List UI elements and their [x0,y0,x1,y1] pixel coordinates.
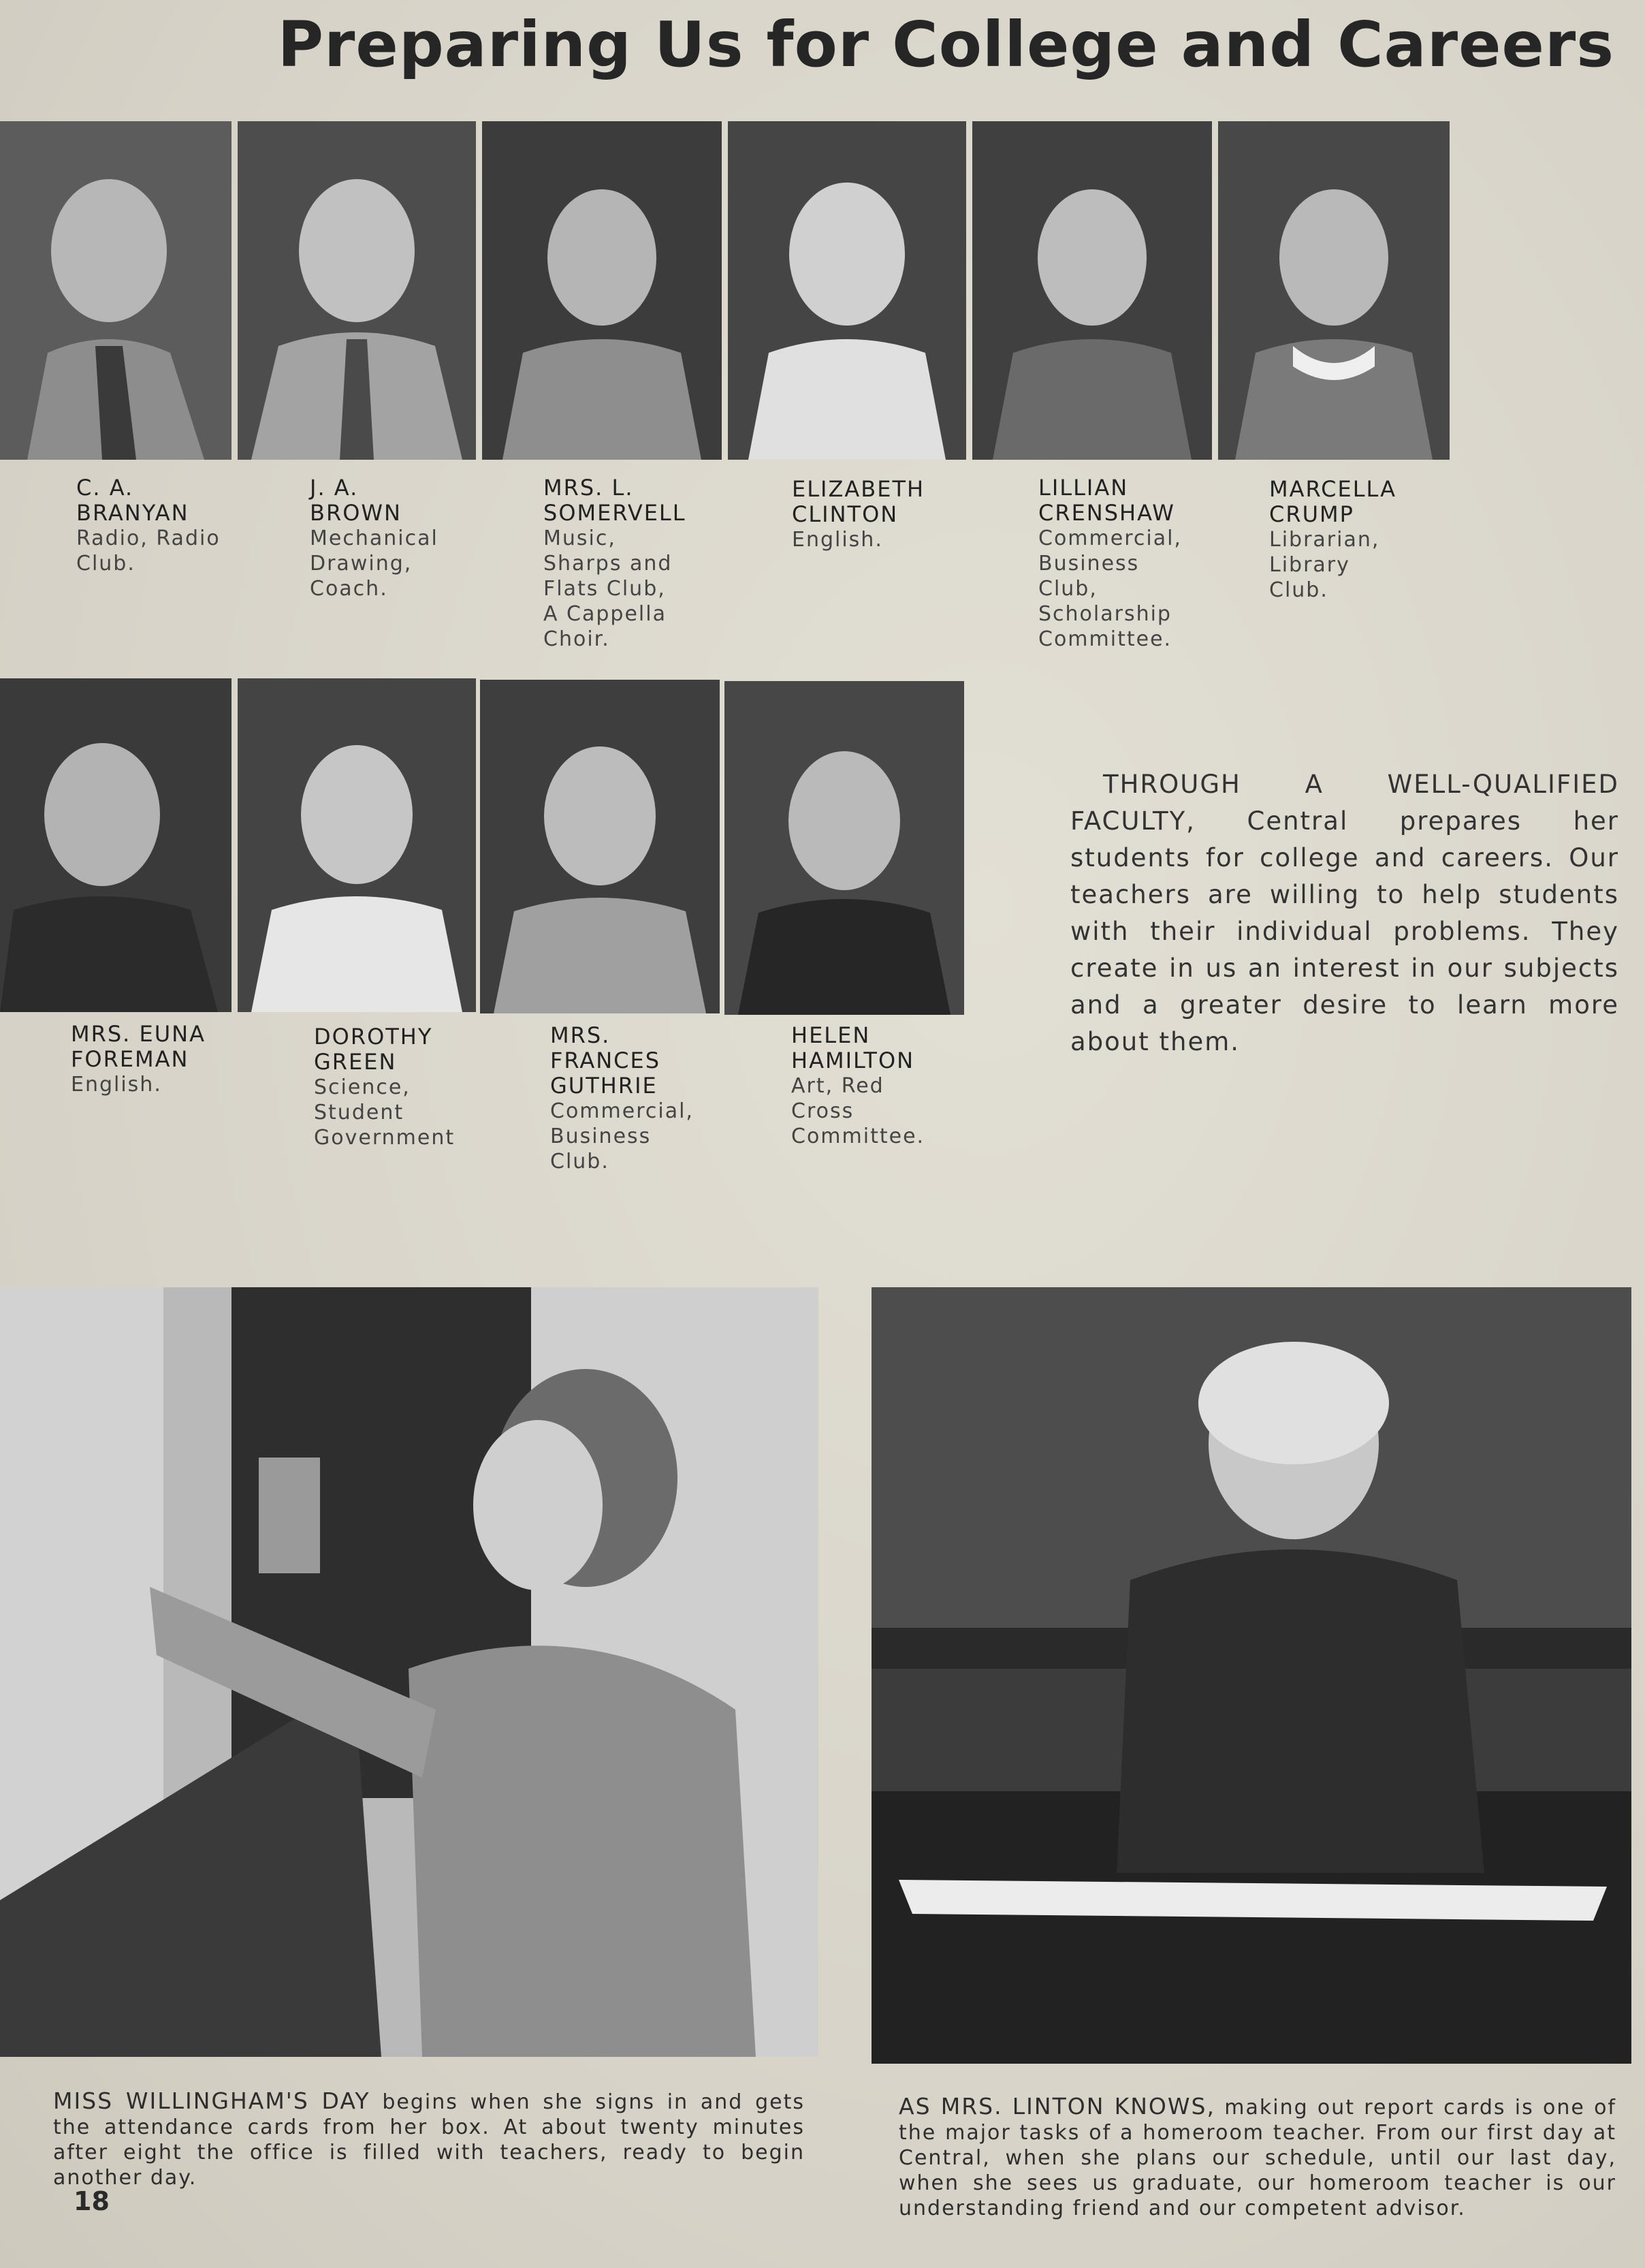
faculty-name: DOROTHY GREEN [314,1024,433,1075]
caption-crenshaw [1038,475,1263,652]
faculty-role: Radio, Radio Club. [76,526,221,576]
caption-crump [1269,477,1494,603]
page-number: 18 [74,2186,110,2216]
caption-guthrie [550,1023,775,1174]
faculty-name: HELEN HAMILTON [791,1022,915,1073]
portrait-green [238,678,476,1012]
photo-linton [872,1287,1631,2064]
caption-text: begins when she signs in and gets the attendance cards from her box. At about twenty minutes after eight the office is filled with teachers, ready to begin another day. [53,2090,805,2190]
portrait-crump [1218,121,1450,460]
faculty-role: Mechanical Drawing, Coach. [310,526,438,601]
faculty-name: MARCELLA CRUMP [1269,476,1396,527]
faculty-role: Commercial, Business Club. [550,1099,694,1174]
portrait-hamilton [724,681,964,1015]
faculty-name: ELIZABETH CLINTON [792,476,925,527]
photo-willingham [0,1287,818,2057]
faculty-name: MRS. L. SOMERVELL [543,475,686,526]
caption-hamilton [791,1023,1016,1149]
faculty-role: Art, Red Cross Committee. [791,1074,925,1148]
portrait-guthrie [480,680,720,1013]
faculty-name: MRS. EUNA FOREMAN [71,1021,206,1072]
faculty-name: J. A. BROWN [310,475,402,526]
caption-somervell [543,475,768,652]
faculty-role: Science, Student Government [314,1075,456,1150]
faculty-role: Commercial, Business Club, Scholarship Committee. [1038,526,1182,651]
caption-lead: MISS WILLINGHAM'S DAY [53,2088,370,2114]
caption-brown [310,475,534,601]
caption-text: making out report cards is one of the major tasks of a homeroom teacher. From our first day at Central, when she plans our schedule, until our last day, when she sees us graduate, our homeroom teacher is our understanding friend and our competent advisor. [899,2096,1616,2220]
portrait-clinton [728,121,966,460]
portrait-somervell [482,121,722,460]
portrait-foreman [0,678,231,1012]
portrait-branyan [0,121,231,460]
page-title: Preparing Us for College and Careers [277,8,1614,81]
caption-foreman [71,1022,296,1097]
caption-branyan [76,475,301,576]
faculty-name: C. A. BRANYAN [76,475,189,526]
caption-lead: AS MRS. LINTON KNOWS, [899,2093,1215,2120]
faculty-name: LILLIAN CRENSHAW [1038,475,1175,526]
faculty-role: Music, Sharps and Flats Club, A Cappella Choir. [543,526,673,651]
caption-clinton [792,477,1017,552]
caption-green [314,1024,539,1150]
faculty-role: Librarian, Library Club. [1269,528,1380,602]
faculty-name: MRS. FRANCES GUTHRIE [550,1022,661,1099]
caption-linton [899,2094,1616,2221]
portrait-brown [238,121,476,460]
intro-paragraph: THROUGH A WELL-QUALIFIED FACULTY, Central prepares her students for college and careers. Our teachers are willing to help students with their individual problems. They create in us an interest in our subjects and a greater desire to learn more about them. [1070,770,1619,1056]
caption-willingham [53,2088,805,2190]
portrait-crenshaw [972,121,1212,460]
faculty-role: English. [71,1073,162,1097]
faculty-role: English. [792,528,883,552]
